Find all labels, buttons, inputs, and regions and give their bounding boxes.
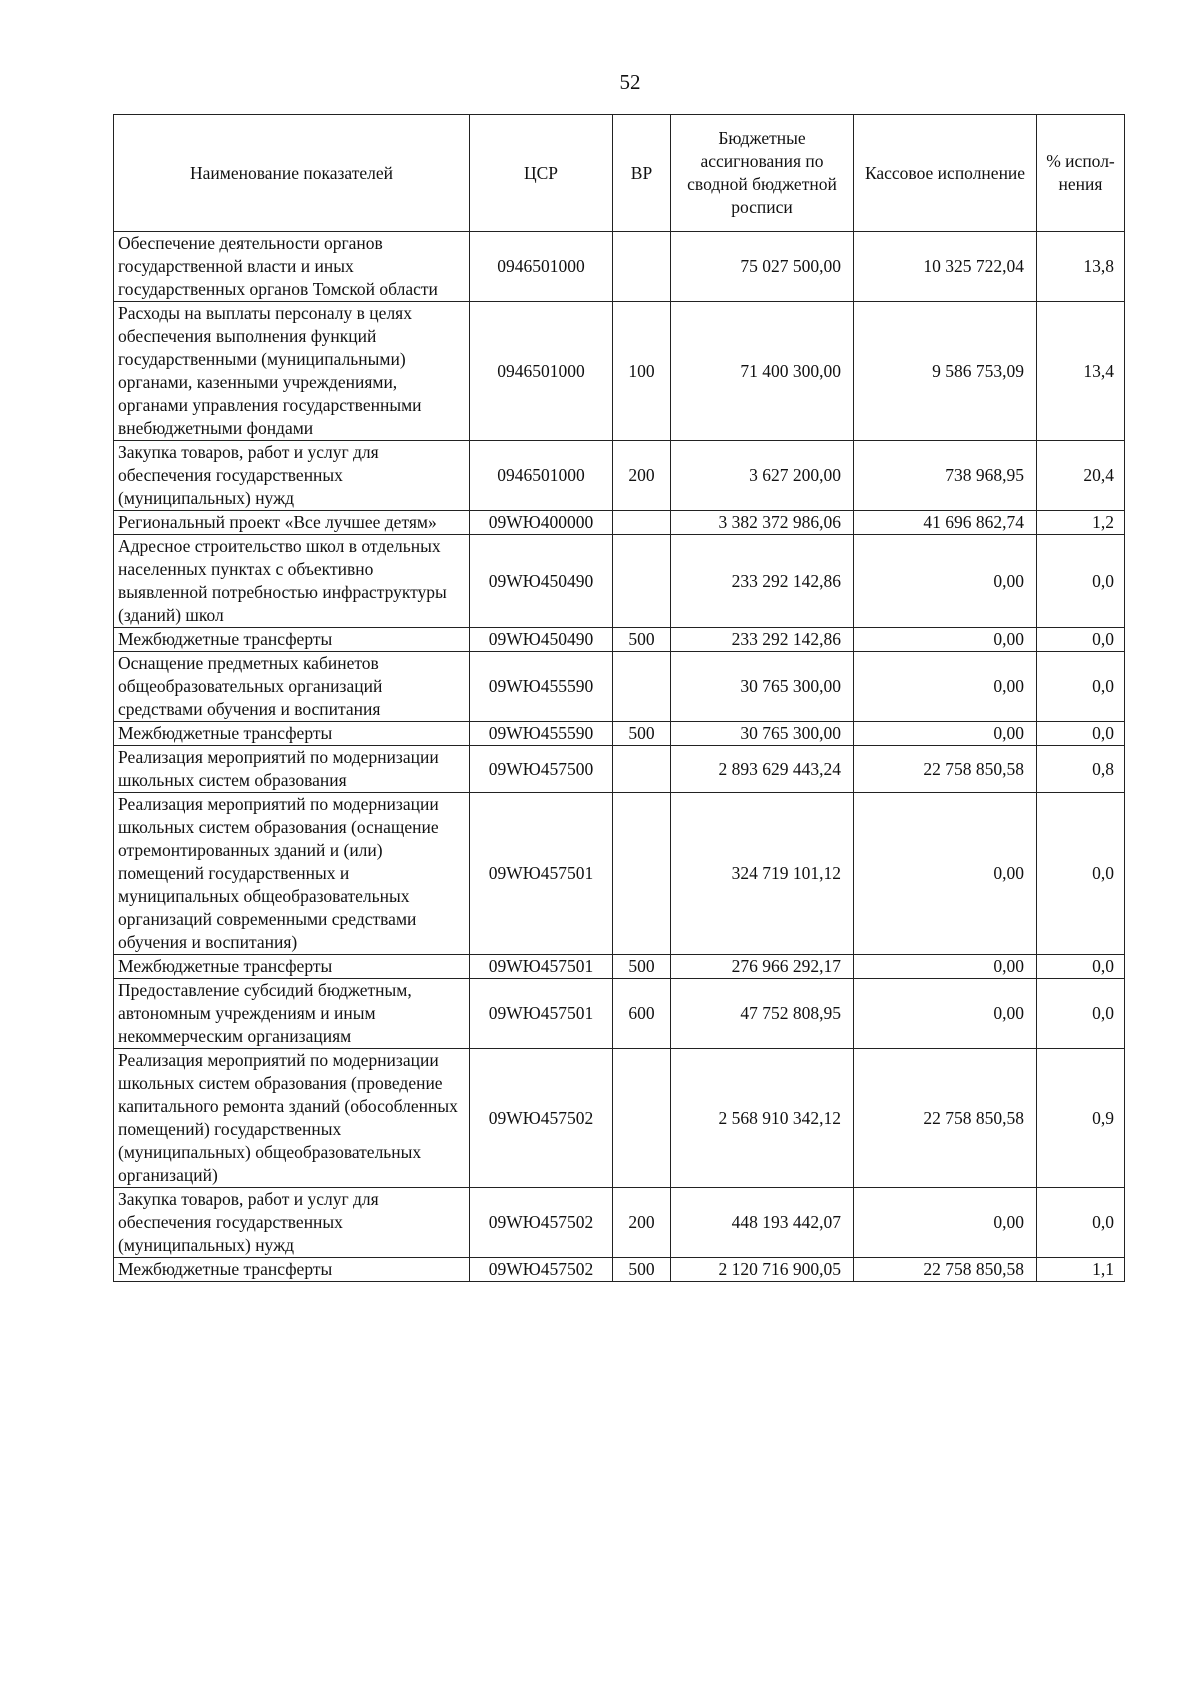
row-vr <box>613 652 671 722</box>
table-row <box>114 722 1125 746</box>
row-cash: 0,00 <box>854 628 1037 652</box>
row-budget: 71 400 300,00 <box>671 302 854 441</box>
table-row <box>114 1258 1125 1282</box>
header-vr: ВР <box>613 115 671 232</box>
header-budget-allocations: Бюджетные ассигнования по сводной бюджетной росписи <box>671 115 854 232</box>
row-csr: 09WЮ457501 <box>470 793 613 955</box>
table-row <box>114 1188 1125 1258</box>
row-cash: 9 586 753,09 <box>854 302 1037 441</box>
row-name: Межбюджетные трансферты <box>114 722 470 746</box>
row-cash: 0,00 <box>854 1188 1037 1258</box>
row-name: Адресное строительство школ в отдельных населенных пунктах с объективно выявленной потребностью инфраструктуры (зданий) школ <box>114 535 470 628</box>
row-percent: 0,0 <box>1037 979 1125 1049</box>
table-row <box>114 302 1125 441</box>
row-percent: 0,0 <box>1037 722 1125 746</box>
row-vr <box>613 232 671 302</box>
row-csr: 09WЮ457501 <box>470 979 613 1049</box>
row-percent: 0,0 <box>1037 535 1125 628</box>
row-cash: 0,00 <box>854 652 1037 722</box>
row-csr: 09WЮ455590 <box>470 652 613 722</box>
row-budget: 276 966 292,17 <box>671 955 854 979</box>
row-percent: 0,9 <box>1037 1049 1125 1188</box>
row-percent: 20,4 <box>1037 441 1125 511</box>
budget-execution-table <box>113 114 1125 1282</box>
row-cash: 0,00 <box>854 955 1037 979</box>
row-vr: 600 <box>613 979 671 1049</box>
row-vr <box>613 1049 671 1188</box>
row-percent: 0,0 <box>1037 652 1125 722</box>
row-vr: 200 <box>613 441 671 511</box>
row-vr <box>613 793 671 955</box>
row-budget: 233 292 142,86 <box>671 628 854 652</box>
table-row <box>114 955 1125 979</box>
table-row <box>114 746 1125 793</box>
row-cash: 22 758 850,58 <box>854 1049 1037 1188</box>
header-name: Наименование показателей <box>114 115 470 232</box>
row-budget: 2 893 629 443,24 <box>671 746 854 793</box>
row-budget: 30 765 300,00 <box>671 722 854 746</box>
row-name: Реализация мероприятий по модернизации школьных систем образования (оснащение отремонтированных зданий и (или) помещений государственных и муниципальных общеобразовательных организаций современными средствами обучения и воспитания) <box>114 793 470 955</box>
row-csr: 0946501000 <box>470 302 613 441</box>
row-cash: 41 696 862,74 <box>854 511 1037 535</box>
table-row <box>114 232 1125 302</box>
row-cash: 0,00 <box>854 979 1037 1049</box>
table-row <box>114 441 1125 511</box>
row-vr <box>613 511 671 535</box>
row-percent: 0,8 <box>1037 746 1125 793</box>
row-csr: 09WЮ455590 <box>470 722 613 746</box>
row-vr: 500 <box>613 722 671 746</box>
row-name: Реализация мероприятий по модернизации школьных систем образования (проведение капитального ремонта зданий (обособленных помещений) государственных (муниципальных) общеобразовательных организаций) <box>114 1049 470 1188</box>
table-row <box>114 793 1125 955</box>
row-budget: 324 719 101,12 <box>671 793 854 955</box>
row-budget: 30 765 300,00 <box>671 652 854 722</box>
row-csr: 09WЮ457502 <box>470 1258 613 1282</box>
row-budget: 2 120 716 900,05 <box>671 1258 854 1282</box>
row-name: Межбюджетные трансферты <box>114 628 470 652</box>
table-row <box>114 535 1125 628</box>
row-budget: 3 382 372 986,06 <box>671 511 854 535</box>
table-row <box>114 652 1125 722</box>
row-vr: 200 <box>613 1188 671 1258</box>
row-name: Предоставление субсидий бюджетным, автономным учреждениям и иным некоммерческим организациям <box>114 979 470 1049</box>
row-csr: 0946501000 <box>470 441 613 511</box>
row-csr: 09WЮ450490 <box>470 628 613 652</box>
row-budget: 3 627 200,00 <box>671 441 854 511</box>
row-csr: 09WЮ400000 <box>470 511 613 535</box>
row-name: Оснащение предметных кабинетов общеобразовательных организаций средствами обучения и воспитания <box>114 652 470 722</box>
row-percent: 0,0 <box>1037 1188 1125 1258</box>
row-vr <box>613 535 671 628</box>
header-execution-percent: % испол-нения <box>1037 115 1125 232</box>
row-budget: 233 292 142,86 <box>671 535 854 628</box>
row-name: Расходы на выплаты персоналу в целях обеспечения выполнения функций государственными (муниципальными) органами, казенными учреждениями, органами управления государственными внебюджетными фондами <box>114 302 470 441</box>
row-cash: 0,00 <box>854 535 1037 628</box>
row-csr: 09WЮ450490 <box>470 535 613 628</box>
row-name: Закупка товаров, работ и услуг для обеспечения государственных (муниципальных) нужд <box>114 1188 470 1258</box>
row-budget: 75 027 500,00 <box>671 232 854 302</box>
row-cash: 738 968,95 <box>854 441 1037 511</box>
row-csr: 09WЮ457502 <box>470 1188 613 1258</box>
header-csr: ЦСР <box>470 115 613 232</box>
row-vr: 500 <box>613 1258 671 1282</box>
row-name: Региональный проект «Все лучшее детям» <box>114 511 470 535</box>
row-vr <box>613 746 671 793</box>
row-cash: 10 325 722,04 <box>854 232 1037 302</box>
row-cash: 22 758 850,58 <box>854 746 1037 793</box>
row-percent: 1,2 <box>1037 511 1125 535</box>
row-cash: 0,00 <box>854 793 1037 955</box>
row-budget: 47 752 808,95 <box>671 979 854 1049</box>
row-name: Обеспечение деятельности органов государственной власти и иных государственных органов Томской области <box>114 232 470 302</box>
row-cash: 0,00 <box>854 722 1037 746</box>
row-cash: 22 758 850,58 <box>854 1258 1037 1282</box>
page-number: 52 <box>619 70 641 94</box>
row-vr: 500 <box>613 628 671 652</box>
row-csr: 09WЮ457502 <box>470 1049 613 1188</box>
row-percent: 0,0 <box>1037 628 1125 652</box>
row-percent: 0,0 <box>1037 955 1125 979</box>
row-budget: 448 193 442,07 <box>671 1188 854 1258</box>
row-name: Реализация мероприятий по модернизации школьных систем образования <box>114 746 470 793</box>
row-name: Межбюджетные трансферты <box>114 955 470 979</box>
row-csr: 09WЮ457500 <box>470 746 613 793</box>
row-name: Закупка товаров, работ и услуг для обеспечения государственных (муниципальных) нужд <box>114 441 470 511</box>
row-percent: 13,8 <box>1037 232 1125 302</box>
row-percent: 0,0 <box>1037 793 1125 955</box>
row-percent: 13,4 <box>1037 302 1125 441</box>
row-name: Межбюджетные трансферты <box>114 1258 470 1282</box>
row-budget: 2 568 910 342,12 <box>671 1049 854 1188</box>
row-vr: 100 <box>613 302 671 441</box>
row-csr: 09WЮ457501 <box>470 955 613 979</box>
row-csr: 0946501000 <box>470 232 613 302</box>
header-cash-execution: Кассовое исполнение <box>854 115 1037 232</box>
row-percent: 1,1 <box>1037 1258 1125 1282</box>
table-row <box>114 979 1125 1049</box>
table-header-row <box>114 115 1125 232</box>
row-vr: 500 <box>613 955 671 979</box>
table-row <box>114 628 1125 652</box>
table-row <box>114 1049 1125 1188</box>
table-row <box>114 511 1125 535</box>
